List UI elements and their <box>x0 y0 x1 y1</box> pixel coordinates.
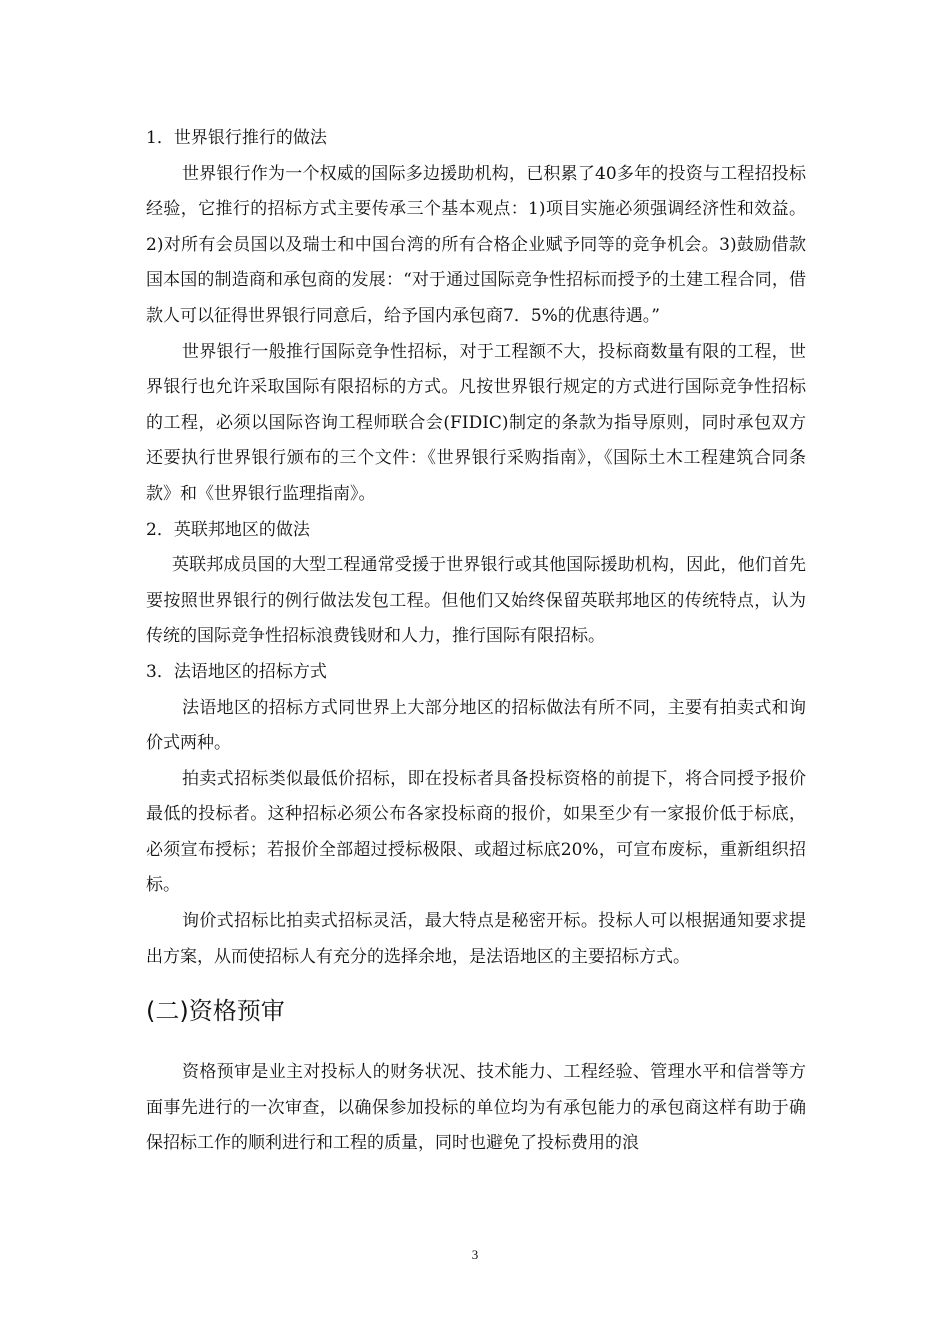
paragraph: 世界银行作为一个权威的国际多边援助机构，已积累了40多年的投资与工程招投标经验，它推行的招标方式主要传承三个基本观点：1)项目实施必须强调经济性和效益。2)对所有会员国以及瑞士和中国台湾的所有合格企业赋予同等的竞争机会。3)鼓励借款国本国的制造商和承包商的发展：“对于通过国际竞争性招标而授予的土建工程合同，借款人可以征得世界银行同意后，给予国内承包商7．5%的优惠待遇。” <box>146 163 806 326</box>
paragraph: 拍卖式招标类似最低价招标，即在投标者具备投标资格的前提下，将合同授予报价最低的投标者。这种招标必须公布各家投标商的报价，如果至少有一家报价低于标底，必须宣布授标；若报价全部超过授标极限、或超过标底20%，可宣布废标，重新组织招标。 <box>146 768 806 896</box>
paragraph: 询价式招标比拍卖式招标灵活，最大特点是秘密开标。投标人可以根据通知要求提出方案，从而使招标人有充分的选择余地，是法语地区的主要招标方式。 <box>146 911 806 967</box>
section-title-prequalification: (二)资格预审 <box>146 997 285 1026</box>
page-content <box>146 121 806 1162</box>
paragraph: 法语地区的招标方式同世界上大部分地区的招标做法有所不同，主要有拍卖式和询价式两种。 <box>146 697 806 754</box>
section-heading-world-bank: 1．世界银行推行的做法 <box>146 128 327 148</box>
paragraph: 资格预审是业主对投标人的财务状况、技术能力、工程经验、管理水平和信誉等方面事先进行的一次审查，以确保参加投标的单位均为有承包能力的承包商这样有助于确保招标工作的顺利进行和工程的质量，同时也避免了投标费用的浪 <box>146 1062 806 1154</box>
section-heading-commonwealth: 2．英联邦地区的做法 <box>146 519 310 540</box>
page-number: 3 <box>471 1247 479 1262</box>
section-heading-francophone: 3．法语地区的招标方式 <box>146 661 327 682</box>
paragraph: 英联邦成员国的大型工程通常受援于世界银行或其他国际援助机构，因此，他们首先要按照世界银行的例行做法发包工程。但他们又始终保留英联邦地区的传统特点，认为传统的国际竞争性招标浪费钱财和人力，推行国际有限招标。 <box>146 555 806 647</box>
paragraph: 世界银行一般推行国际竞争性招标，对于工程额不大，投标商数量有限的工程，世界银行也允许采取国际有限招标的方式。凡按世界银行规定的方式进行国际竞争性招标的工程，必须以国际咨询工程师联合会(FIDIC)制定的条款为指导原则，同时承包双方还要执行世界银行颁布的三个文件：《世界银行采购指南》，《国际土木工程建筑合同条款》和《世界银行监理指南》。 <box>146 341 806 504</box>
